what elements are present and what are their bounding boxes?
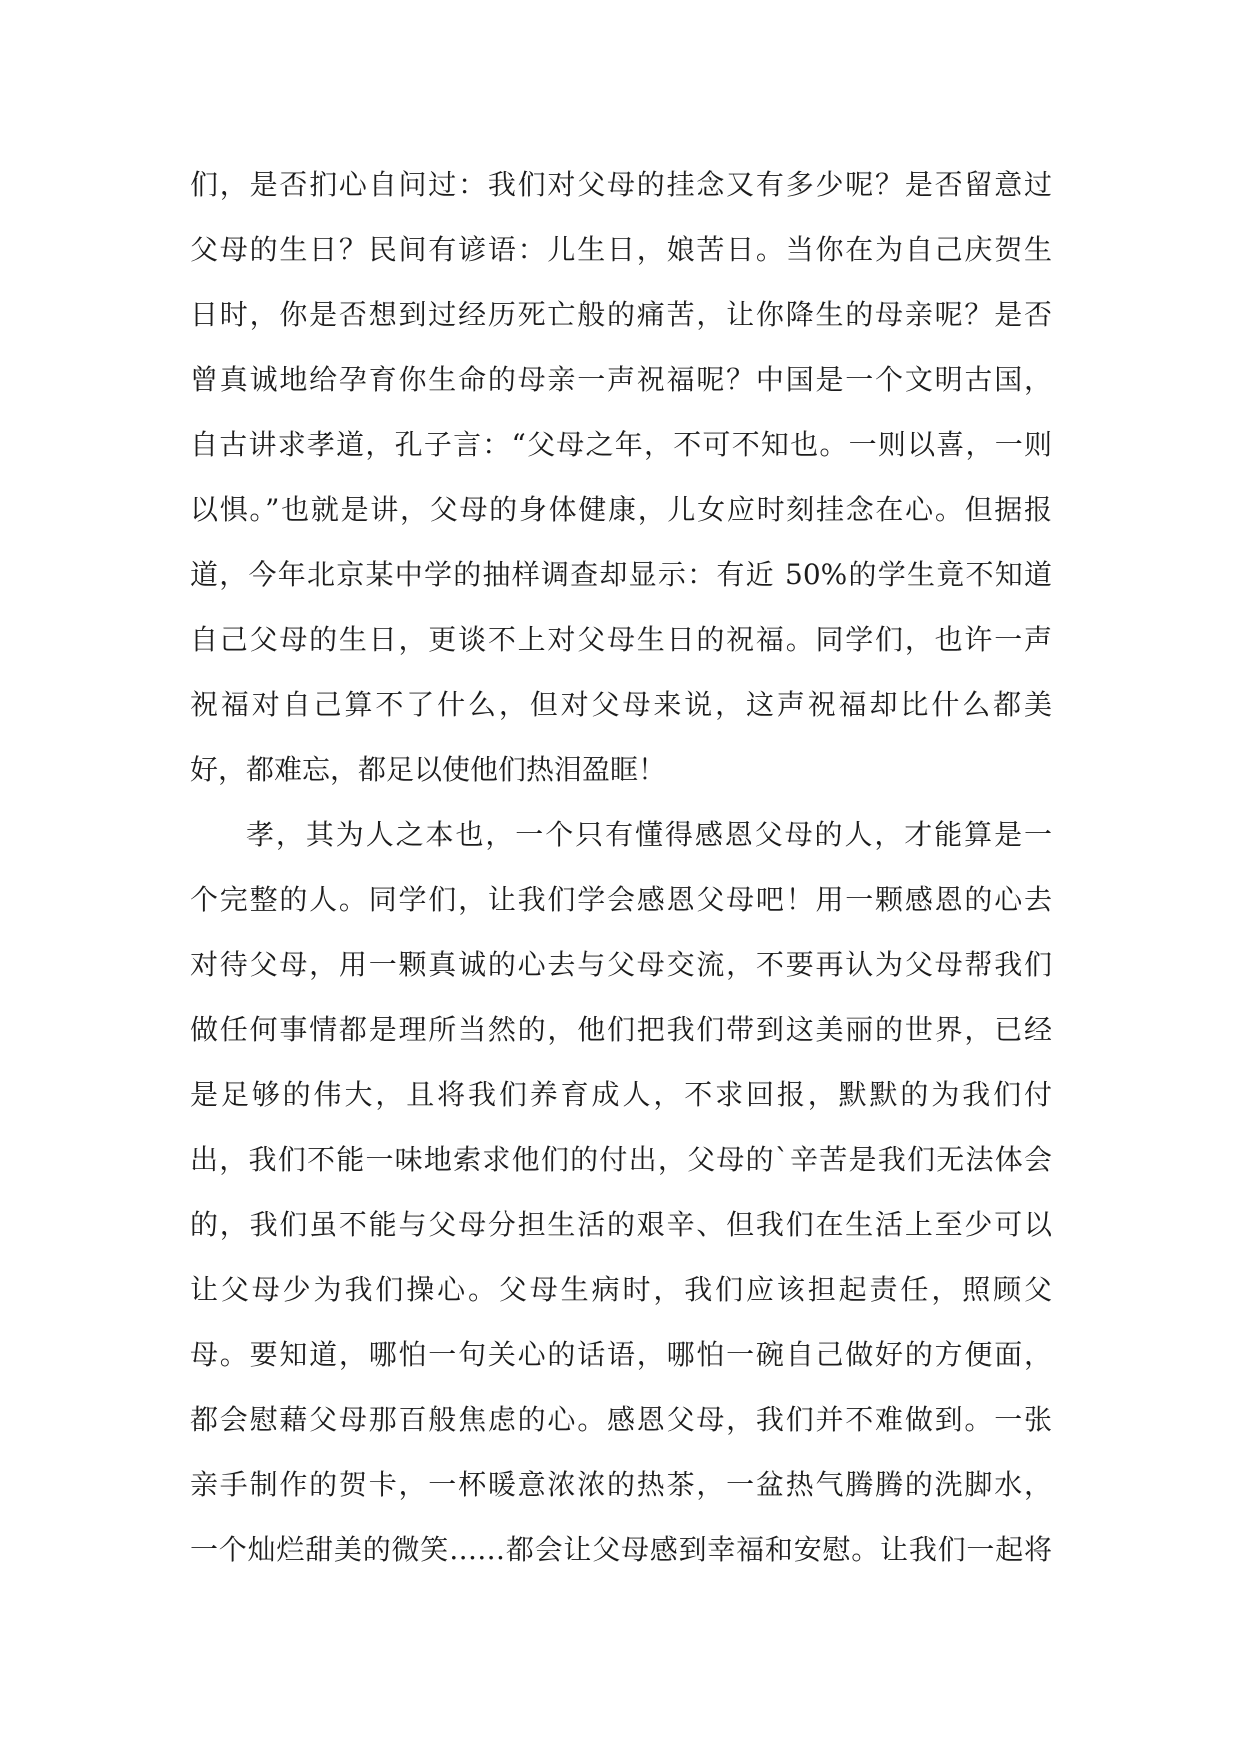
- body-text: [190, 152, 1052, 1582]
- text-line: 都会慰藉父母那百般焦虑的心。感恩父母，我们并不难做到。一张: [190, 1403, 1052, 1436]
- text-line: 道，今年北京某中学的抽样调查却显示：有近 50%的学生竟不知道: [190, 558, 1052, 591]
- text-line: 是足够的伟大，且将我们养育成人，不求回报，默默的为我们付: [190, 1078, 1052, 1111]
- text-line: 做任何事情都是理所当然的，他们把我们带到这美丽的世界，已经: [190, 1013, 1052, 1046]
- text-line: 曾真诚地给孕育你生命的母亲一声祝福呢？中国是一个文明古国，: [190, 363, 1052, 396]
- text-line: 以惧。”也就是讲，父母的身体健康，儿女应时刻挂念在心。但据报: [190, 493, 1052, 526]
- text-line: 日时，你是否想到过经历死亡般的痛苦，让你降生的母亲呢？是否: [190, 298, 1052, 331]
- text-line: 让父母少为我们操心。父母生病时，我们应该担起责任，照顾父: [190, 1273, 1052, 1306]
- text-line: 出，我们不能一味地索求他们的付出，父母的`辛苦是我们无法体会: [190, 1143, 1052, 1176]
- text-line: 们，是否扪心自问过：我们对父母的挂念又有多少呢？是否留意过: [190, 168, 1052, 201]
- text-line: 母。要知道，哪怕一句关心的话语，哪怕一碗自己做好的方便面，: [190, 1338, 1052, 1371]
- text-line: 自己父母的生日，更谈不上对父母生日的祝福。同学们，也许一声: [190, 623, 1052, 656]
- text-line: 一个灿烂甜美的微笑……都会让父母感到幸福和安慰。让我们一起将: [190, 1533, 1052, 1566]
- text-line: 亲手制作的贺卡，一杯暖意浓浓的热茶，一盆热气腾腾的洗脚水，: [190, 1468, 1052, 1501]
- text-line: 个完整的人。同学们，让我们学会感恩父母吧！用一颗感恩的心去: [190, 883, 1052, 916]
- text-line: 自古讲求孝道，孔子言：“父母之年，不可不知也。一则以喜，一则: [190, 428, 1052, 461]
- text-line: 父母的生日？民间有谚语：儿生日，娘苦日。当你在为自己庆贺生: [190, 233, 1052, 266]
- paragraph: [190, 152, 1052, 802]
- text-line: 孝，其为人之本也，一个只有懂得感恩父母的人，才能算是一: [246, 818, 1052, 851]
- text-line: 对待父母，用一颗真诚的心去与父母交流，不要再认为父母帮我们: [190, 948, 1052, 981]
- paragraph: [190, 802, 1052, 1582]
- text-line: 好，都难忘，都足以使他们热泪盈眶！: [190, 753, 667, 786]
- text-line: 的，我们虽不能与父母分担生活的艰辛、但我们在生活上至少可以: [190, 1208, 1052, 1241]
- text-line: 祝福对自己算不了什么，但对父母来说，这声祝福却比什么都美: [190, 688, 1052, 721]
